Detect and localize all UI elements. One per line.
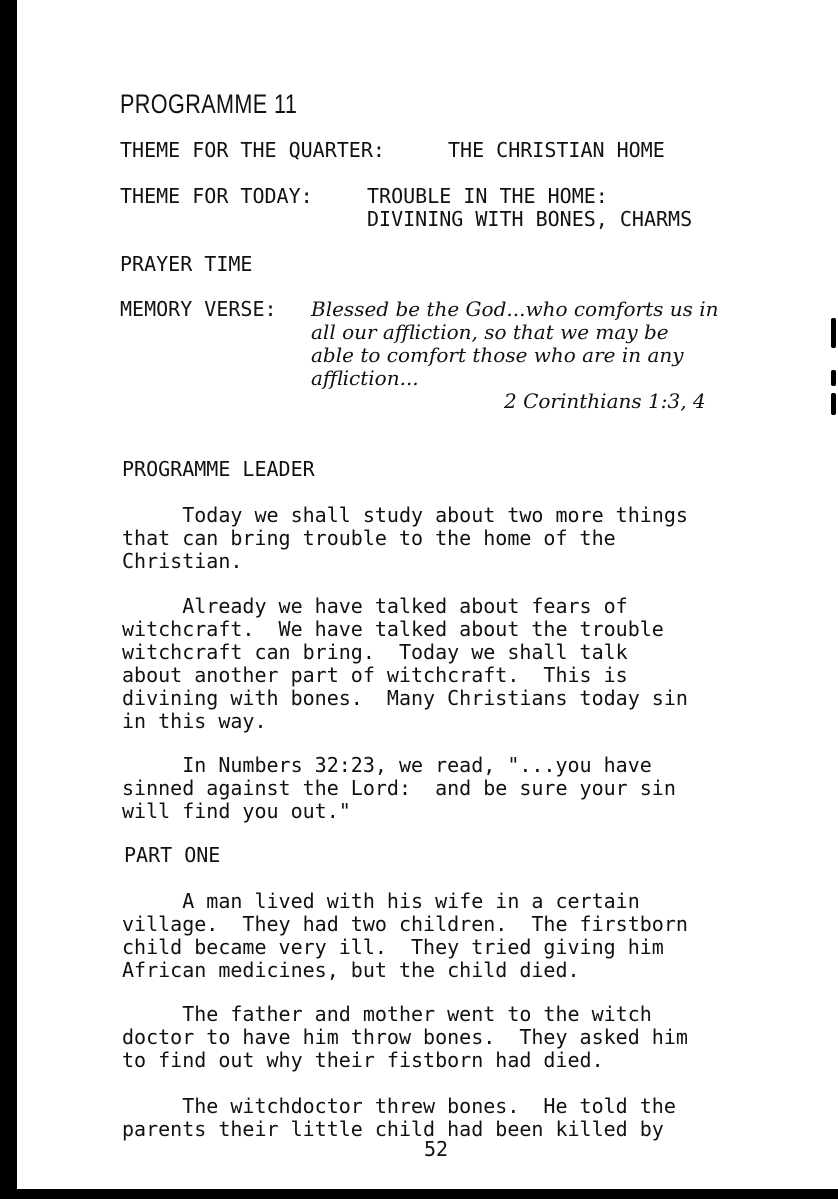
scan-bottom-edge: [0, 1189, 838, 1199]
part-one-heading: PART ONE: [124, 843, 221, 867]
leader-paragraph: Already we have talked about fears of witchcraft. We have talked about the trouble witchcraft can bring. Today we shall talk about another part of witchcraft. This is divining with bones. Many Christians today sin in this way.: [122, 594, 688, 733]
part-one-paragraph: The father and mother went to the witch doctor to have him throw bones. They asked him to find out why their fistborn had died.: [122, 1002, 688, 1072]
today-theme-line-2: DIVINING WITH BONES, CHARMS: [367, 207, 693, 231]
programme-title: PROGRAMME 11: [120, 89, 298, 119]
page-number: 52: [424, 1137, 449, 1161]
memory-verse-line: Blessed be the God...who comforts us in: [311, 297, 719, 321]
today-theme-label: THEME FOR TODAY:: [120, 184, 313, 208]
leader-paragraph: In Numbers 32:23, we read, "...you have sinned against the Lord: and be sure your sin will find you out.": [122, 753, 676, 823]
quarter-theme-label: THEME FOR THE QUARTER:: [120, 138, 385, 162]
memory-verse-reference: 2 Corinthians 1:3, 4: [504, 389, 706, 413]
scan-margin-mark: [831, 370, 836, 386]
today-theme-line-1: TROUBLE IN THE HOME:: [367, 184, 608, 208]
part-one-paragraph: A man lived with his wife in a certain village. They had two children. The firstborn child became very ill. They tried giving him African medicines, but the child died.: [122, 889, 688, 982]
scan-margin-mark: [831, 393, 836, 415]
memory-verse-line: able to comfort those who are in any: [311, 343, 684, 367]
programme-leader-heading: PROGRAMME LEADER: [122, 457, 315, 481]
part-one-paragraph: The witchdoctor threw bones. He told the parents their little child had been killed by: [122, 1094, 676, 1141]
memory-verse-label: MEMORY VERSE:: [120, 297, 277, 321]
prayer-time-heading: PRAYER TIME: [120, 252, 253, 276]
memory-verse-line: affliction...: [311, 366, 419, 390]
leader-paragraph: Today we shall study about two more things that can bring trouble to the home of the Christian.: [122, 503, 688, 573]
scan-margin-mark: [831, 318, 836, 348]
quarter-theme-value: THE CHRISTIAN HOME: [448, 138, 665, 162]
scan-left-edge: [0, 0, 17, 1199]
memory-verse-line: all our affliction, so that we may be: [311, 320, 669, 344]
